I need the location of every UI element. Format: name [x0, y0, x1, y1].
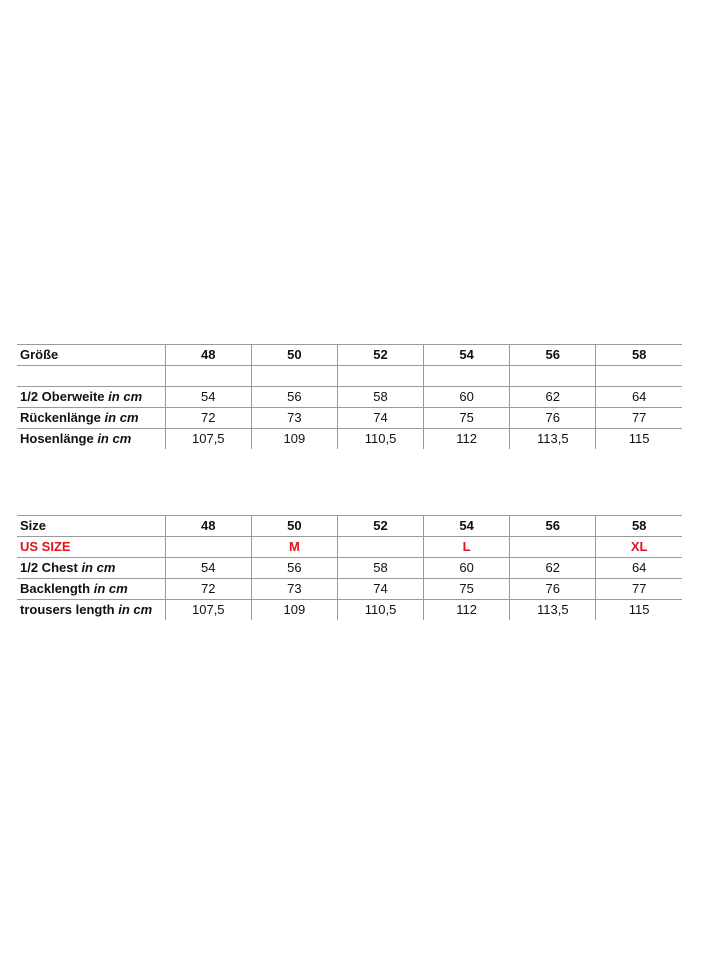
size-cell: 58: [596, 345, 682, 366]
us-size-cell: M: [251, 537, 337, 558]
value-cell: 76: [510, 579, 596, 600]
value-cell: 54: [165, 558, 251, 579]
table-row: [17, 408, 682, 429]
size-cell: 52: [337, 516, 423, 537]
value-cell: 107,5: [165, 600, 251, 621]
value-cell: 115: [596, 600, 682, 621]
us-size-label: US SIZE: [17, 537, 165, 558]
size-cell: 54: [424, 345, 510, 366]
value-cell: 109: [251, 600, 337, 621]
value-cell: 115: [596, 429, 682, 450]
value-cell: 112: [424, 429, 510, 450]
header-label: Größe: [17, 345, 165, 366]
table-header-row: [17, 345, 682, 366]
value-cell: 56: [251, 558, 337, 579]
value-cell: 62: [510, 558, 596, 579]
table-row: [17, 429, 682, 450]
size-cell: 50: [251, 516, 337, 537]
table-header-row: [17, 516, 682, 537]
row-label: Backlength in cm: [17, 579, 165, 600]
row-label: Hosenlänge in cm: [20, 431, 132, 446]
table-row: [17, 387, 682, 408]
table-row: [17, 600, 682, 621]
value-cell: 58: [337, 387, 423, 408]
value-cell: 109: [251, 429, 337, 450]
value-cell: 112: [424, 600, 510, 621]
us-size-row: [17, 537, 682, 558]
empty-row: [17, 366, 682, 387]
value-cell: 72: [165, 408, 251, 429]
value-cell: 113,5: [510, 600, 596, 621]
value-cell: 75: [424, 579, 510, 600]
row-label: 1/2 Chest in cm: [17, 558, 165, 579]
size-cell: 54: [424, 516, 510, 537]
us-size-cell: [510, 537, 596, 558]
value-cell: 60: [424, 558, 510, 579]
size-cell: 50: [251, 345, 337, 366]
value-cell: 74: [337, 579, 423, 600]
value-cell: 77: [596, 579, 682, 600]
header-label: Size: [17, 516, 165, 537]
value-cell: 73: [251, 579, 337, 600]
us-size-cell: L: [424, 537, 510, 558]
size-cell: 52: [337, 345, 423, 366]
value-cell: 64: [596, 558, 682, 579]
row-label: trousers length in cm: [20, 602, 153, 617]
value-cell: 56: [251, 387, 337, 408]
value-cell: 113,5: [510, 429, 596, 450]
size-cell: 56: [510, 516, 596, 537]
row-label: Rückenlänge in cm: [17, 408, 165, 429]
value-cell: 107,5: [165, 429, 251, 450]
table-row: [17, 558, 682, 579]
value-cell: 54: [165, 387, 251, 408]
value-cell: 62: [510, 387, 596, 408]
value-cell: 64: [596, 387, 682, 408]
value-cell: 77: [596, 408, 682, 429]
size-cell: 56: [510, 345, 596, 366]
value-cell: 58: [337, 558, 423, 579]
us-size-cell: XL: [596, 537, 682, 558]
value-cell: 110,5: [337, 429, 423, 450]
size-cell: 48: [165, 516, 251, 537]
value-cell: 110,5: [337, 600, 423, 621]
size-table-english: [17, 515, 682, 620]
value-cell: 76: [510, 408, 596, 429]
value-cell: 72: [165, 579, 251, 600]
row-label: 1/2 Oberweite in cm: [17, 387, 165, 408]
us-size-cell: [337, 537, 423, 558]
table-row: [17, 579, 682, 600]
us-size-cell: [165, 537, 251, 558]
size-cell: 58: [596, 516, 682, 537]
value-cell: 60: [424, 387, 510, 408]
size-cell: 48: [165, 345, 251, 366]
value-cell: 75: [424, 408, 510, 429]
size-table-german: [17, 344, 682, 449]
value-cell: 73: [251, 408, 337, 429]
value-cell: 74: [337, 408, 423, 429]
